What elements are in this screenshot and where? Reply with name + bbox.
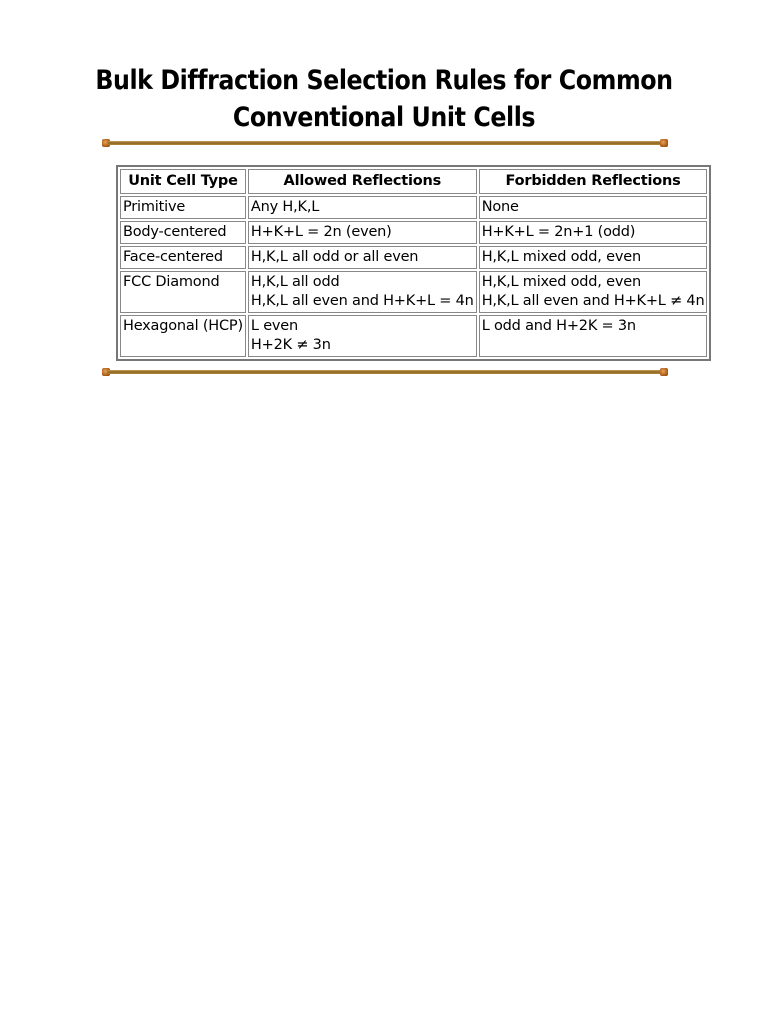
- forbidden-line: H,K,L mixed odd, even: [481, 249, 641, 265]
- allowed-line: H+2K ≠ 3n: [250, 337, 331, 353]
- selection-rules-table: [116, 165, 711, 361]
- cell-type: Hexagonal (HCP): [120, 315, 246, 357]
- forbidden-line: H,K,L all even and H+K+L ≠ 4n: [481, 293, 705, 309]
- allowed-line: H,K,L all odd: [250, 274, 340, 290]
- cell-allowed: [248, 221, 477, 244]
- forbidden-line: L odd and H+2K = 3n: [481, 318, 636, 334]
- table-row: [120, 196, 707, 219]
- forbidden-line: H+K+L = 2n+1 (odd): [481, 224, 636, 240]
- divider-end-right: [660, 368, 668, 376]
- cell-forbidden: [479, 221, 708, 244]
- cell-forbidden: [479, 196, 708, 219]
- divider-bar: [108, 141, 662, 145]
- cell-forbidden: [479, 246, 708, 269]
- cell-allowed: [248, 196, 477, 219]
- cell-forbidden: [479, 271, 708, 313]
- table-row: [120, 315, 707, 357]
- forbidden-line: H,K,L mixed odd, even: [481, 274, 641, 290]
- allowed-line: H+K+L = 2n (even): [250, 224, 392, 240]
- cell-type: Face-centered: [120, 246, 246, 269]
- cell-allowed: [248, 271, 477, 313]
- divider-bar: [108, 370, 662, 374]
- table-row: [120, 271, 707, 313]
- allowed-line: H,K,L all odd or all even: [250, 249, 419, 265]
- table-header-row: [120, 169, 707, 194]
- cell-type: Primitive: [120, 196, 246, 219]
- page-title-line-1: Bulk Diffraction Selection Rules for Common: [95, 65, 673, 97]
- page-title-line-2: Conventional Unit Cells: [232, 102, 536, 134]
- cell-type: Body-centered: [120, 221, 246, 244]
- allowed-line: L even: [250, 318, 299, 334]
- header-unit-cell-type: Unit Cell Type: [120, 169, 246, 194]
- cell-type: FCC Diamond: [120, 271, 246, 313]
- allowed-line: Any H,K,L: [250, 199, 320, 215]
- forbidden-line: None: [481, 199, 519, 215]
- cell-allowed: [248, 246, 477, 269]
- divider-end-right: [660, 139, 668, 147]
- table-row: [120, 221, 707, 244]
- page-title: [46, 62, 722, 136]
- header-forbidden-reflections: Forbidden Reflections: [479, 169, 708, 194]
- cell-forbidden: [479, 315, 708, 357]
- bottom-divider: [102, 368, 668, 376]
- cell-allowed: [248, 315, 477, 357]
- table-row: [120, 246, 707, 269]
- top-divider: [102, 139, 668, 147]
- allowed-line: H,K,L all even and H+K+L = 4n: [250, 293, 474, 309]
- header-allowed-reflections: Allowed Reflections: [248, 169, 477, 194]
